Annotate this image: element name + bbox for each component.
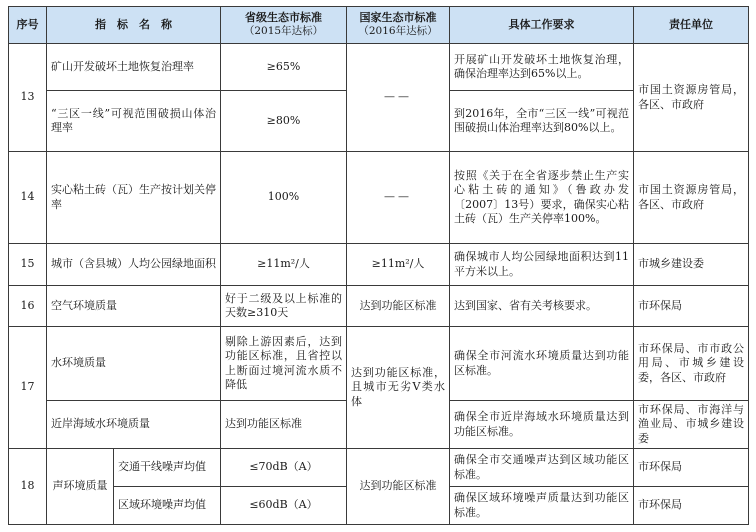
eco-standards-table — [8, 6, 749, 525]
table-row-17a — [9, 327, 749, 401]
header-responsible: 责任单位 — [634, 7, 749, 44]
indicator-18a-sub: 交通干线噪声均值 — [114, 449, 221, 487]
provincial-18a: ≤70dB（A） — [221, 449, 347, 487]
provincial-18b: ≤60dB（A） — [221, 487, 347, 525]
national-13: —— — [347, 44, 450, 152]
header-indicator: 指 标 名 称 — [47, 7, 221, 44]
seq-13: 13 — [9, 44, 47, 152]
indicator-18b-sub: 区域环境噪声均值 — [114, 487, 221, 525]
indicator-17b: 近岸海域水环境质量 — [47, 401, 221, 449]
responsible-14: 市国土资源房管局，各区、市政府 — [634, 152, 749, 244]
header-national-title: 国家生态市标准 — [359, 11, 437, 25]
table-row-16 — [9, 286, 749, 327]
seq-17: 17 — [9, 327, 47, 449]
table-row-15 — [9, 244, 749, 286]
national-16: 达到功能区标准 — [347, 286, 450, 327]
national-15: ≥11m²/人 — [347, 244, 450, 286]
header-provincial — [221, 7, 347, 44]
national-17: 达到功能区标准，且城市无劣Ⅴ类水体 — [347, 327, 450, 449]
indicator-15: 城市（含县城）人均公园绿地面积 — [47, 244, 221, 286]
indicator-17a: 水环境质量 — [47, 327, 221, 401]
responsible-17a: 市环保局、市市政公用局、市城乡建设委，各区、市政府 — [634, 327, 749, 401]
indicator-18: 声环境质量 — [47, 449, 114, 525]
provincial-13b: ≥80% — [221, 91, 347, 152]
header-national — [347, 7, 450, 44]
national-14: —— — [347, 152, 450, 244]
seq-15: 15 — [9, 244, 47, 286]
header-seq: 序号 — [9, 7, 47, 44]
responsible-16: 市环保局 — [634, 286, 749, 327]
table-row-14 — [9, 152, 749, 244]
indicator-13b: “三区一线”可视范围破损山体治理率 — [47, 91, 221, 152]
national-18: 达到功能区标准 — [347, 449, 450, 525]
responsible-13: 市国土资源房管局，各区、市政府 — [634, 44, 749, 152]
requirement-18b: 确保区域环境噪声质量达到功能区标准。 — [450, 487, 634, 525]
indicator-14: 实心粘土砖（瓦）生产按计划关停率 — [47, 152, 221, 244]
seq-18: 18 — [9, 449, 47, 525]
table-row-13a — [9, 44, 749, 91]
header-provincial-title: 省级生态市标准 — [245, 11, 322, 25]
responsible-18a: 市环保局 — [634, 449, 749, 487]
provincial-17b: 达到功能区标准 — [221, 401, 347, 449]
requirement-13b: 到2016年，全市“三区一线”可视范围破损山体治理率达到80%以上。 — [450, 91, 634, 152]
requirement-18a: 确保全市交通噪声达到区域功能区标准。 — [450, 449, 634, 487]
provincial-15: ≥11m²/人 — [221, 244, 347, 286]
provincial-17a: 剔除上游因素后，达到功能区标准，且省控以上断面过境河流水质不降低 — [221, 327, 347, 401]
requirement-16: 达到国家、省有关考核要求。 — [450, 286, 634, 327]
indicator-16: 空气环境质量 — [47, 286, 221, 327]
responsible-15: 市城乡建设委 — [634, 244, 749, 286]
header-national-year: （2016年达标） — [358, 25, 438, 38]
provincial-13a: ≥65% — [221, 44, 347, 91]
provincial-14: 100% — [221, 152, 347, 244]
indicator-13a: 矿山开发破坏土地恢复治理率 — [47, 44, 221, 91]
seq-16: 16 — [9, 286, 47, 327]
requirement-17a: 确保全市河流水环境质量达到功能区标准。 — [450, 327, 634, 401]
requirement-13a: 开展矿山开发破坏土地恢复治理，确保治理率达到65%以上。 — [450, 44, 634, 91]
seq-14: 14 — [9, 152, 47, 244]
requirement-14: 按照《关于在全省逐步禁止生产实心粘土砖的通知》（鲁政办发〔2007〕13号）要求，确保实心粘土砖（瓦）生产关停率100%。 — [450, 152, 634, 244]
header-provincial-year: （2015年达标） — [243, 25, 324, 38]
requirement-17b: 确保全市近岸海域水环境质量达到功能区标准。 — [450, 401, 634, 449]
header-requirements: 具体工作要求 — [450, 7, 634, 44]
responsible-18b: 市环保局 — [634, 487, 749, 525]
table-row-18a — [9, 449, 749, 487]
responsible-17b: 市环保局、市海洋与渔业局、市城乡建设委 — [634, 401, 749, 449]
provincial-16: 好于二级及以上标准的天数≥310天 — [221, 286, 347, 327]
header-row — [9, 7, 749, 44]
requirement-15: 确保城市人均公园绿地面积达到11平方米以上。 — [450, 244, 634, 286]
